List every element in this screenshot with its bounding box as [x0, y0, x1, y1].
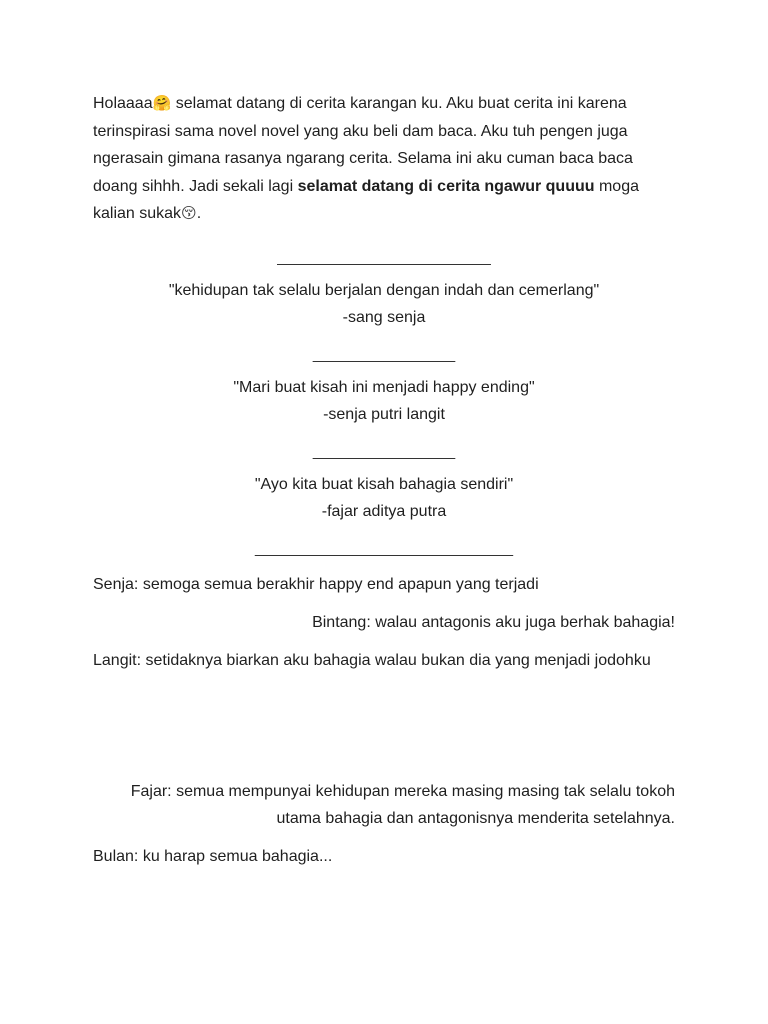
- quote-author: -senja putri langit: [323, 405, 445, 423]
- intro-text-3: moga kalian sukak: [93, 177, 639, 222]
- separator-line: ________________: [312, 345, 456, 363]
- intro-text-2: selamat datang di cerita karangan ku. Aku buat cerita ini karena terinspirasi sama novel novel yang aku beli dam baca. Aku tuh pengen juga ngerasain gimana rasanya ngarang cerita. Selama ini aku cuman baca baca doang sihhh. Jadi sekali lagi: [93, 95, 633, 195]
- quote-text: "Mari buat kisah ini menjadi happy ending": [233, 378, 535, 396]
- kissing-face-icon: 😚: [181, 204, 197, 222]
- document-page: [93, 90, 675, 870]
- quote-text: "kehidupan tak selalu berjalan dengan indah dan cemerlang": [168, 281, 600, 299]
- separator-line: ________________________: [277, 248, 491, 266]
- dialogue-line: Langit: setidaknya biarkan aku bahagia walau bukan dia yang menjadi jodohku: [93, 651, 651, 669]
- quote-author: -fajar aditya putra: [321, 502, 447, 520]
- intro-paragraph: [93, 90, 675, 228]
- dialogue-line: Bulan: ku harap semua bahagia...: [93, 847, 333, 865]
- quote-text: "Ayo kita buat kisah bahagia sendiri": [254, 475, 514, 493]
- dialogue-line: Fajar: semua mempunyai kehidupan mereka masing masing tak selalu tokoh utama bahagia dan antagonisnya menderita setelahnya.: [130, 782, 675, 827]
- intro-text-1: Holaaaa: [93, 95, 153, 112]
- separator-line: _____________________________: [254, 539, 514, 557]
- separator-line: ________________: [312, 442, 456, 460]
- dialogue-line: Senja: semoga semua berakhir happy end apapun yang terjadi: [93, 575, 539, 593]
- intro-text-4: .: [196, 205, 202, 222]
- hugging-face-icon: 🤗: [152, 94, 172, 112]
- intro-bold-text: selamat datang di cerita ngawur quuuu: [297, 177, 595, 195]
- quote-author: -sang senja: [342, 308, 426, 326]
- dialogue-line: Bintang: walau antagonis aku juga berhak bahagia!: [312, 613, 675, 631]
